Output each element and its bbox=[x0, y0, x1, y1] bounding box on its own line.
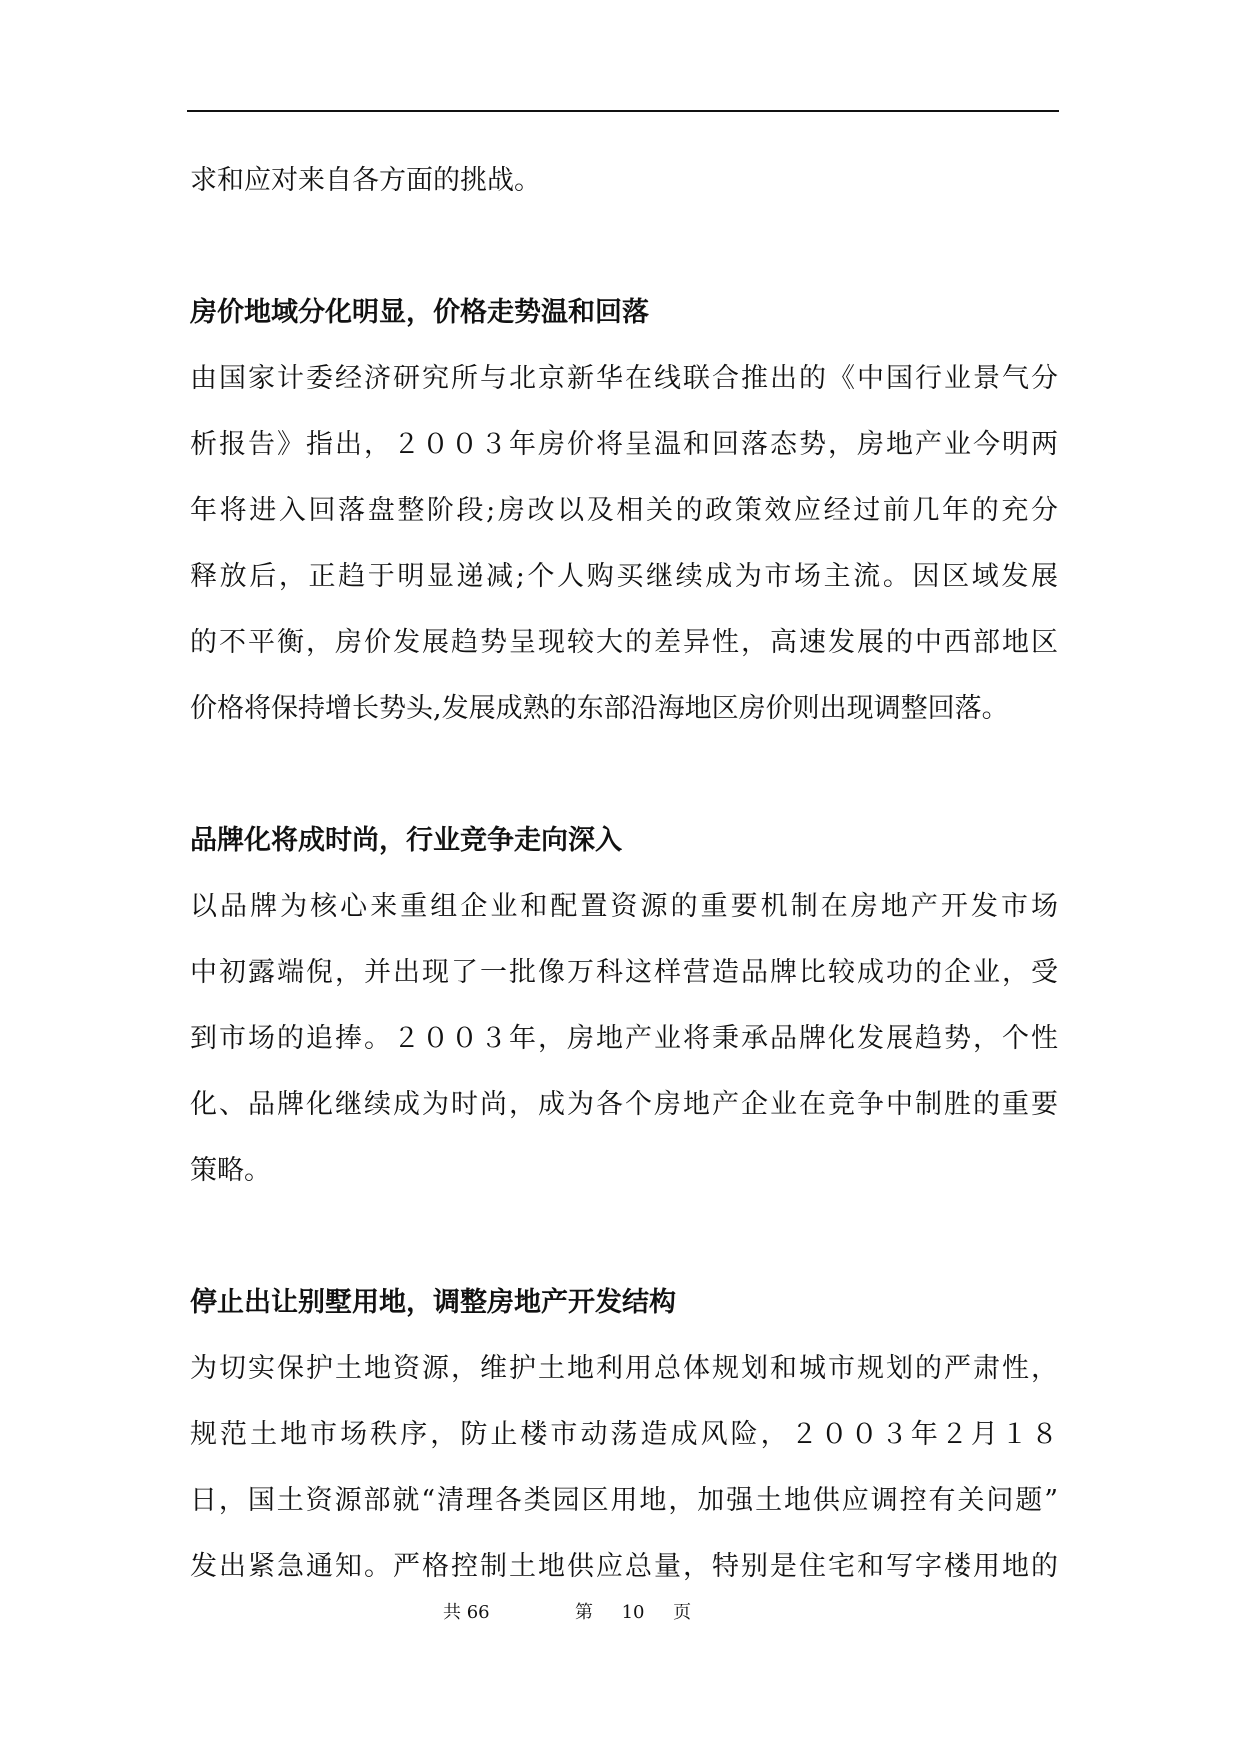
section-gap bbox=[190, 742, 1058, 808]
paragraph-line: 规范土地市场秩序，防止楼市动荡造成风险，２００３年２月１８ bbox=[190, 1419, 1058, 1450]
paragraph-line: 策略。 bbox=[190, 1155, 271, 1186]
paragraph-line: 到市场的追捧。２００３年，房地产业将秉承品牌化发展趋势，个性 bbox=[190, 1023, 1058, 1054]
paragraph-line: 为切实保护土地资源，维护土地利用总体规划和城市规划的严肃性， bbox=[190, 1353, 1058, 1384]
page-footer bbox=[0, 1598, 1241, 1628]
paragraph-line: 年将进入回落盘整阶段;房改以及相关的政策效应经过前几年的充分 bbox=[190, 495, 1058, 526]
continuation-line: 求和应对来自各方面的挑战。 bbox=[190, 165, 541, 196]
paragraph-line: 日，国土资源部就“清理各类园区用地，加强土地供应调控有关问题” bbox=[190, 1485, 1058, 1516]
page-suffix: 页 bbox=[673, 1602, 692, 1623]
document-body bbox=[190, 148, 1058, 1600]
section-gap bbox=[190, 1204, 1058, 1270]
paragraph-line: 的不平衡，房价发展趋势呈现较大的差异性，高速发展的中西部地区 bbox=[190, 627, 1058, 658]
page-indicator bbox=[575, 1598, 691, 1628]
section-gap bbox=[190, 214, 1058, 280]
paragraph-line: 价格将保持增长势头,发展成熟的东部沿海地区房价则出现调整回落。 bbox=[190, 693, 1009, 724]
section-heading: 停止出让别墅用地，调整房地产开发结构 bbox=[190, 1287, 676, 1318]
page-number: 10 bbox=[621, 1602, 645, 1623]
paragraph-line: 释放后，正趋于明显递减;个人购买继续成为市场主流。因区域发展 bbox=[190, 561, 1058, 592]
section-heading: 品牌化将成时尚，行业竞争走向深入 bbox=[190, 825, 622, 856]
paragraph-line: 析报告》指出，２００３年房价将呈温和回落态势，房地产业今明两 bbox=[190, 429, 1058, 460]
paragraph-line: 发出紧急通知。严格控制土地供应总量，特别是住宅和写字楼用地的 bbox=[190, 1551, 1058, 1582]
header-rule bbox=[187, 110, 1059, 112]
paragraph-line: 以品牌为核心来重组企业和配置资源的重要机制在房地产开发市场 bbox=[190, 891, 1058, 922]
section-heading: 房价地域分化明显，价格走势温和回落 bbox=[190, 297, 649, 328]
total-pages: 共 66 bbox=[443, 1602, 490, 1623]
page-prefix: 第 bbox=[575, 1602, 593, 1623]
paragraph-line: 化、品牌化继续成为时尚，成为各个房地产企业在竞争中制胜的重要 bbox=[190, 1089, 1058, 1120]
paragraph-line: 由国家计委经济研究所与北京新华在线联合推出的《中国行业景气分 bbox=[190, 363, 1058, 394]
paragraph-line: 中初露端倪，并出现了一批像万科这样营造品牌比较成功的企业，受 bbox=[190, 957, 1058, 988]
